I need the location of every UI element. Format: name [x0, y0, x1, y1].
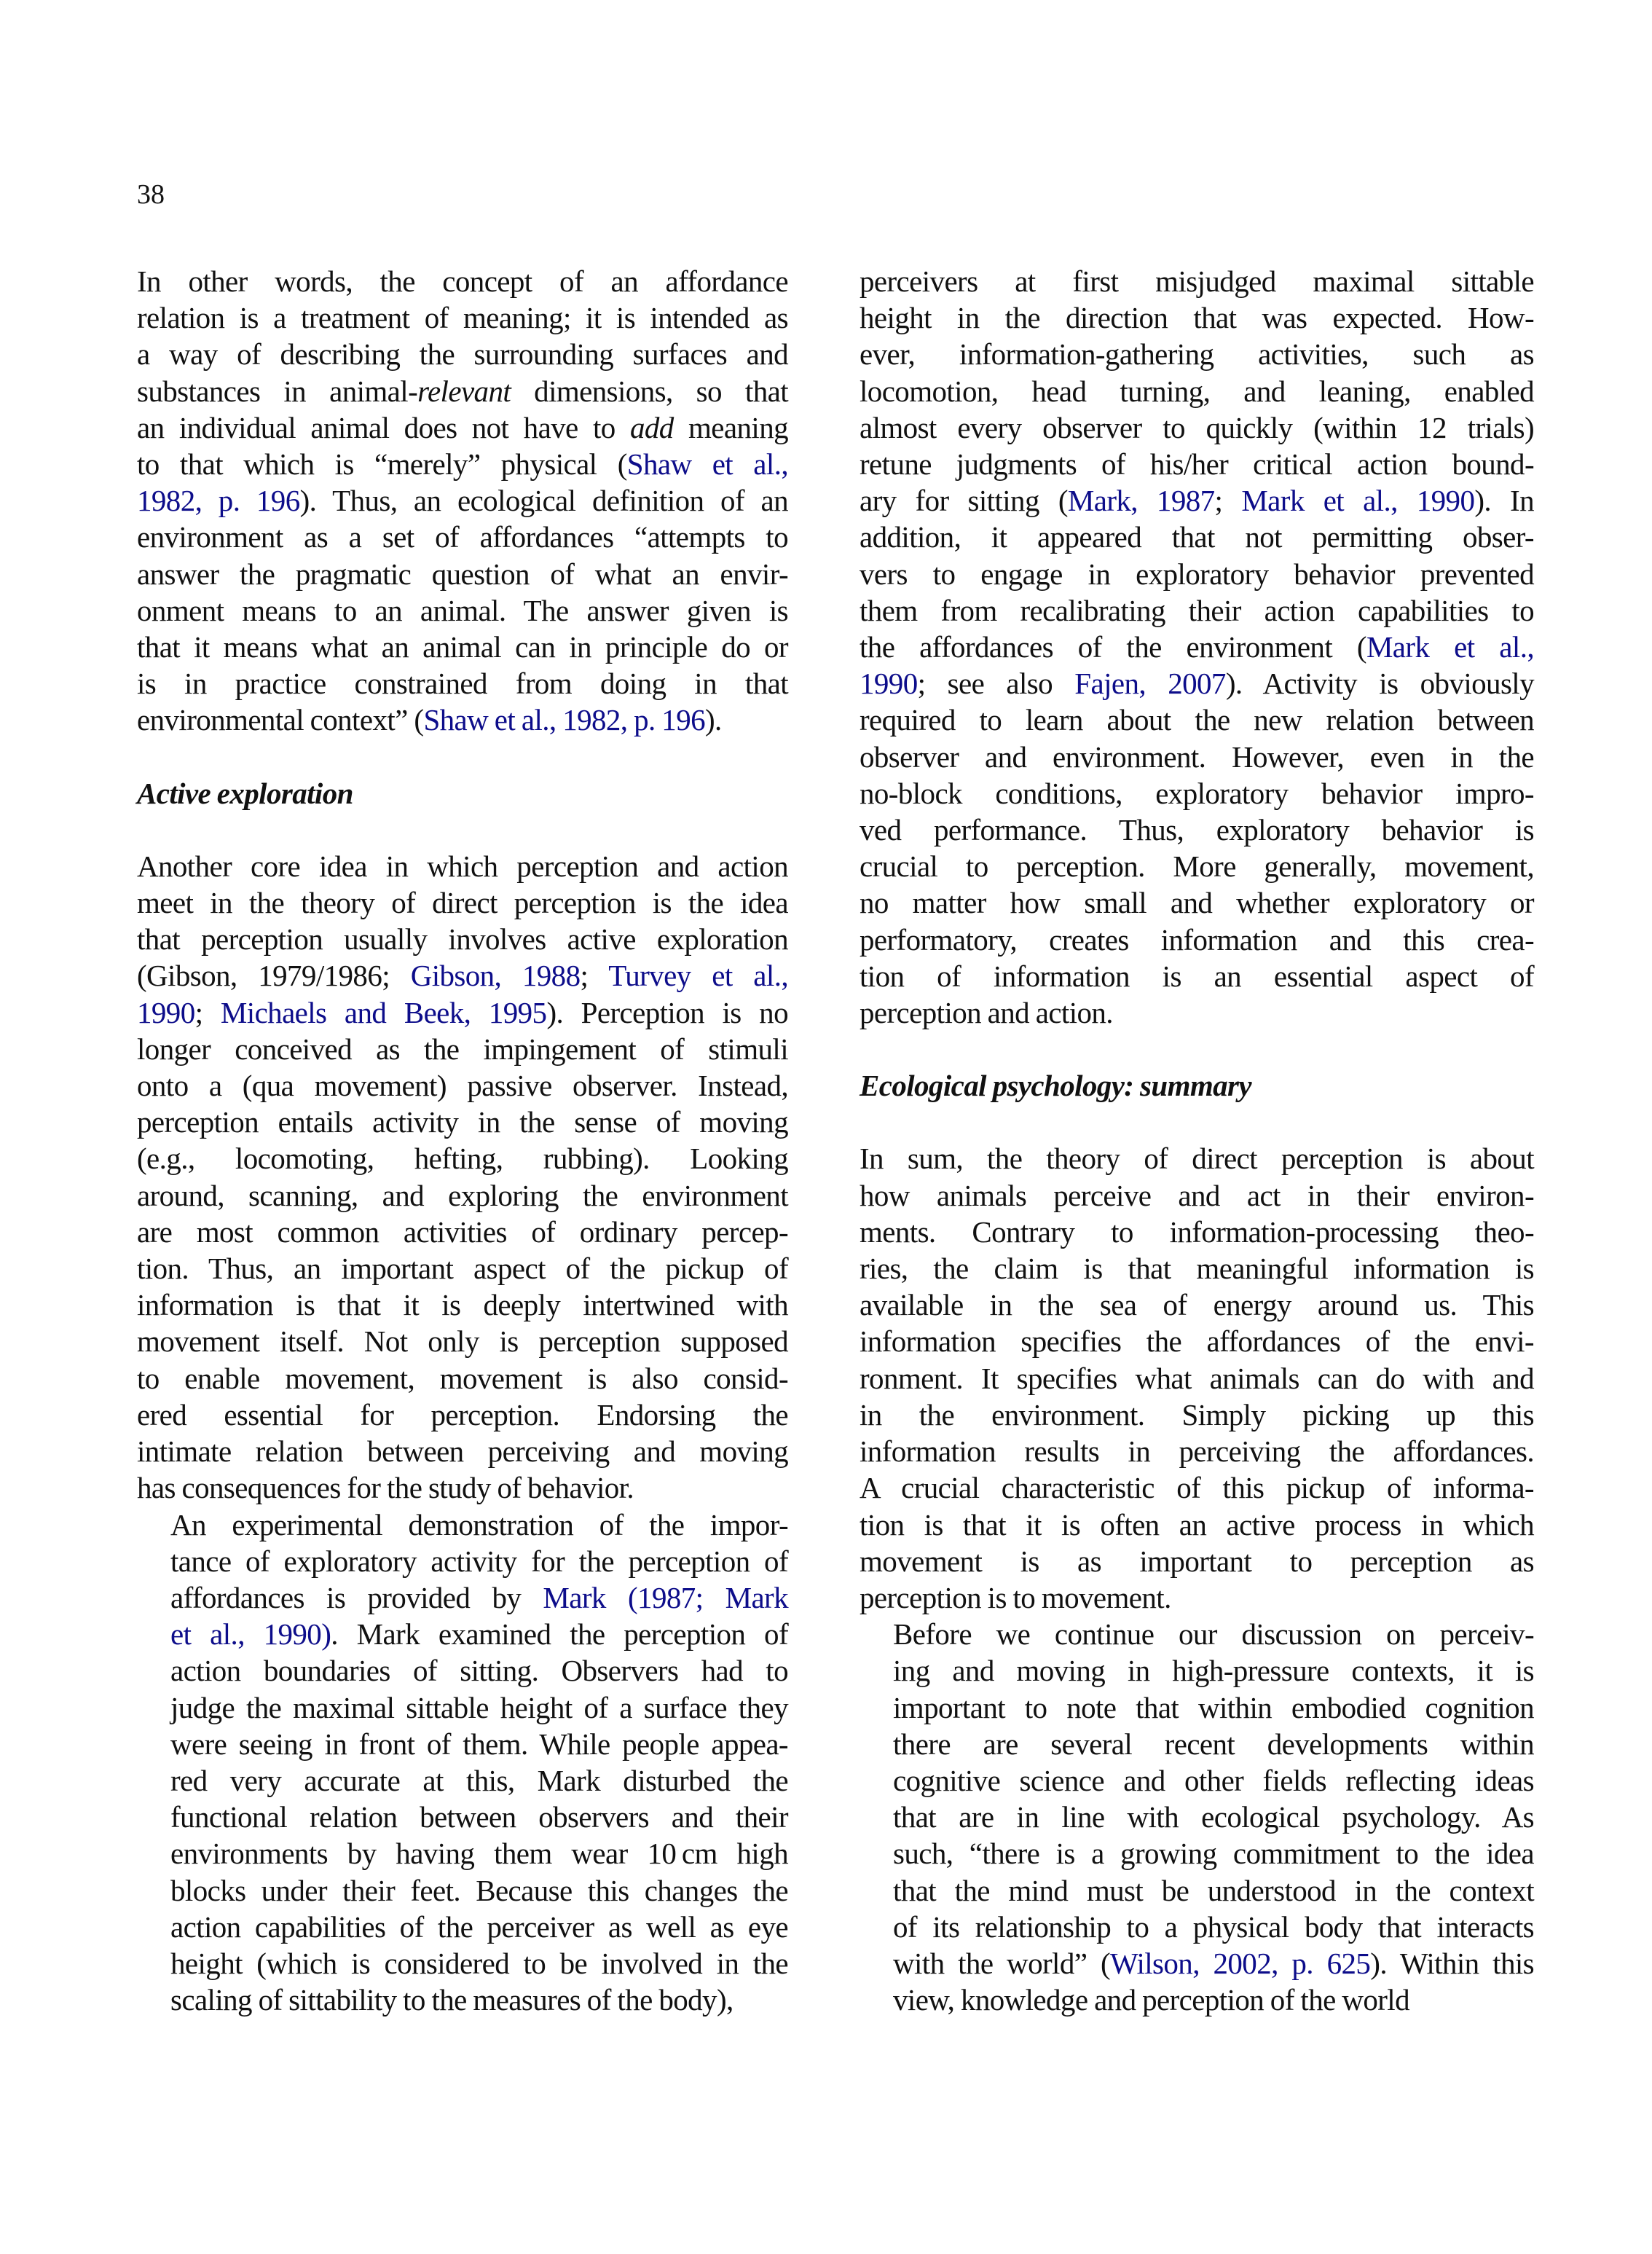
text-line: vers to engage in exploratory behavior prevented [860, 557, 1534, 591]
text-line: important to note that within embodied cognition [893, 1690, 1534, 1724]
citation-link[interactable]: Shaw et al., [626, 447, 788, 482]
text-line: information results in perceiving the affordances. [860, 1434, 1534, 1469]
citation-link[interactable]: Wilson, 2002, p. 625 [1110, 1946, 1371, 1980]
text-line: judge the maximal sittable height of a surface they [170, 1690, 788, 1724]
text-line: that perception usually involves active exploration [137, 922, 788, 957]
text-line: environment as a set of affordances “attempts to [137, 520, 788, 554]
text-line: cognitive science and other fields reflecting ideas [893, 1763, 1534, 1797]
text-line: ments. Contrary to information-processing theo- [860, 1214, 1534, 1249]
page-number: 38 [137, 179, 165, 210]
text-line: ary for sitting (Mark, 1987; Mark et al., 1990). In [860, 484, 1534, 518]
citation-link[interactable]: 1990 [137, 995, 195, 1029]
citation-link[interactable]: et al., 1990) [170, 1617, 331, 1652]
text-line: (e.g., locomoting, hefting, rubbing). Looking [137, 1142, 788, 1176]
text-line: 1982, p. 196). Thus, an ecological definition of an [137, 484, 788, 518]
text-line: perception is to movement. [860, 1580, 1171, 1614]
text-line: has consequences for the study of behavior. [137, 1471, 634, 1505]
text-line: action boundaries of sitting. Observers had to [170, 1654, 788, 1688]
text-line: there are several recent developments within [893, 1727, 1534, 1761]
text-line: perception and action. [860, 996, 1113, 1030]
emphasis: relevant [417, 374, 511, 408]
text-line: functional relation between observers and their [170, 1800, 788, 1834]
text-line: onto a (qua movement) passive observer. Instead, [137, 1069, 788, 1103]
text-line: a way of describing the surrounding surfaces and [137, 337, 788, 372]
text-line: that are in line with ecological psychology. As [893, 1800, 1534, 1834]
text-line: how animals perceive and act in their environ- [860, 1178, 1534, 1212]
section-heading-active-exploration: Active exploration [137, 776, 353, 810]
text-line: tion. Thus, an important aspect of the pickup of [137, 1252, 788, 1286]
citation-link[interactable]: Mark (1987; Mark [543, 1580, 789, 1614]
text-line: information is that it is deeply intertwined with [137, 1288, 788, 1322]
text-line: meet in the theory of direct perception is the idea [137, 886, 788, 920]
text-line: environments by having them wear 10 cm high [170, 1837, 788, 1871]
text-line: intimate relation between perceiving and moving [137, 1434, 788, 1469]
text-line: is in practice constrained from doing in that [137, 667, 788, 701]
text-line: that it means what an animal can in principle do or [137, 630, 788, 664]
text-line: of its relationship to a physical body that interacts [893, 1909, 1534, 1944]
text-line: affordances is provided by Mark (1987; Mark [170, 1580, 789, 1614]
text-line: A crucial characteristic of this pickup of informa- [860, 1471, 1534, 1505]
text-line: no matter how small and whether exploratory or [860, 886, 1534, 920]
paragraph [137, 1507, 788, 2019]
text-line: observer and environment. However, even in the [860, 739, 1534, 774]
text-line: In other words, the concept of an affordance [137, 264, 788, 298]
text-line: perception entails activity in the sense of moving [137, 1105, 788, 1139]
citation-link[interactable]: Gibson, 1988 [410, 959, 581, 993]
paragraph [860, 1616, 1534, 2018]
citation-link[interactable]: Shaw et al., 1982, p. 196 [423, 703, 705, 737]
citation-link[interactable]: Mark et al., 1990 [1241, 484, 1475, 518]
right-column [860, 263, 1534, 2018]
text-line: perceivers at first misjudged maximal sittable [860, 264, 1534, 298]
text-line: are most common activities of ordinary percep- [137, 1214, 788, 1249]
text-line: movement itself. Not only is perception supposed [137, 1324, 788, 1359]
text-line: addition, it appeared that not permitting obser- [860, 520, 1534, 554]
text-line: ronment. It specifies what animals can do with and [860, 1361, 1534, 1395]
text-line: retune judgments of his/her critical action bound- [860, 447, 1534, 482]
text-line: tion is that it is often an active process in which [860, 1507, 1534, 1542]
text-line: scaling of sittability to the measures of the body), [170, 1983, 733, 2017]
text-line: in the environment. Simply picking up this [860, 1397, 1534, 1432]
citation-link[interactable]: 1990 [860, 667, 918, 701]
text-line: relation is a treatment of meaning; it is intended as [137, 301, 788, 335]
text-line: ing and moving in high-pressure contexts, it is [893, 1654, 1534, 1688]
text-line: an individual animal does not have to add meaning [137, 410, 788, 444]
text-line: that the mind must be understood in the context [893, 1873, 1534, 1907]
citation-link[interactable]: Turvey et al., [608, 959, 788, 993]
text-line: to that which is “merely” physical (Shaw et al., [137, 447, 788, 482]
text-line: performatory, creates information and this crea- [860, 922, 1534, 957]
text-line: available in the sea of energy around us. This [860, 1288, 1534, 1322]
text-line: longer conceived as the impingement of stimuli [137, 1032, 788, 1066]
text-line: around, scanning, and exploring the environment [137, 1178, 788, 1212]
text-line: et al., 1990). Mark examined the perception of [170, 1617, 788, 1652]
text-line: answer the pragmatic question of what an envir- [137, 557, 788, 591]
text-line: almost every observer to quickly (within 12 trials) [860, 410, 1534, 444]
text-line: ved performance. Thus, exploratory behavior is [860, 813, 1534, 847]
citation-link[interactable]: Michaels and Beek, 1995 [220, 995, 547, 1029]
text-line: 1990; Michaels and Beek, 1995). Perception is no [137, 995, 788, 1029]
text-line: Before we continue our discussion on perceiv- [893, 1617, 1534, 1652]
text-line: 1990; see also Fajen, 2007). Activity is obviously [860, 667, 1534, 701]
text-line: tance of exploratory activity for the perception of [170, 1544, 788, 1578]
text-line: tion of information is an essential aspect of [860, 959, 1534, 993]
paragraph [137, 263, 788, 739]
text-line: with the world” (Wilson, 2002, p. 625). Within this [893, 1946, 1534, 1980]
section-heading-ecological-summary: Ecological psychology: summary [860, 1069, 1252, 1103]
text-line: height in the direction that was expected. How- [860, 301, 1534, 335]
citation-link[interactable]: Fajen, 2007 [1074, 667, 1226, 701]
text-line: environmental context” (Shaw et al., 1982, p. 196). [137, 703, 722, 737]
text-line: the affordances of the environment (Mark et al., [860, 630, 1534, 664]
paragraph [860, 1140, 1534, 1616]
text-line: view, knowledge and perception of the world [893, 1983, 1410, 2017]
text-line: crucial to perception. More generally, movement, [860, 849, 1534, 884]
text-line: (Gibson, 1979/1986; Gibson, 1988; Turvey et al., [137, 959, 788, 993]
text-line: action capabilities of the perceiver as well as eye [170, 1909, 788, 1944]
text-line: information specifies the affordances of the envi- [860, 1324, 1534, 1359]
text-line: ered essential for perception. Endorsing the [137, 1397, 788, 1432]
text-line: such, “there is a growing commitment to the idea [893, 1837, 1534, 1871]
text-line: Another core idea in which perception and action [137, 849, 788, 883]
text-line: An experimental demonstration of the impor- [170, 1507, 788, 1542]
text-line: to enable movement, movement is also consid- [137, 1361, 788, 1395]
emphasis: add [630, 410, 674, 444]
text-line: onment means to an animal. The answer given is [137, 593, 788, 627]
text-line: them from recalibrating their action capabilities to [860, 593, 1534, 627]
text-line: no-block conditions, exploratory behavior impro- [860, 776, 1534, 810]
text-line: ries, the claim is that meaningful information is [860, 1252, 1534, 1286]
citation-link[interactable]: Mark, 1987 [1067, 484, 1215, 518]
paragraph [137, 848, 788, 1507]
citation-link[interactable]: Mark et al., [1366, 630, 1534, 664]
text-line: red very accurate at this, Mark disturbed the [170, 1763, 788, 1797]
text-line: required to learn about the new relation between [860, 703, 1534, 737]
citation-link[interactable]: 1982, p. 196 [137, 484, 300, 518]
text-line: were seeing in front of them. While people appea- [170, 1727, 788, 1761]
text-line: substances in animal-relevant dimensions, so that [137, 374, 788, 408]
left-column [137, 263, 788, 2018]
text-line: ever, information-gathering activities, such as [860, 337, 1534, 372]
text-line: movement is as important to perception as [860, 1544, 1534, 1578]
text-line: locomotion, head turning, and leaning, enabled [860, 374, 1534, 408]
paragraph [860, 263, 1534, 1031]
text-line: blocks under their feet. Because this changes the [170, 1873, 788, 1907]
text-line: In sum, the theory of direct perception is about [860, 1142, 1534, 1176]
text-line: height (which is considered to be involved in the [170, 1946, 788, 1980]
